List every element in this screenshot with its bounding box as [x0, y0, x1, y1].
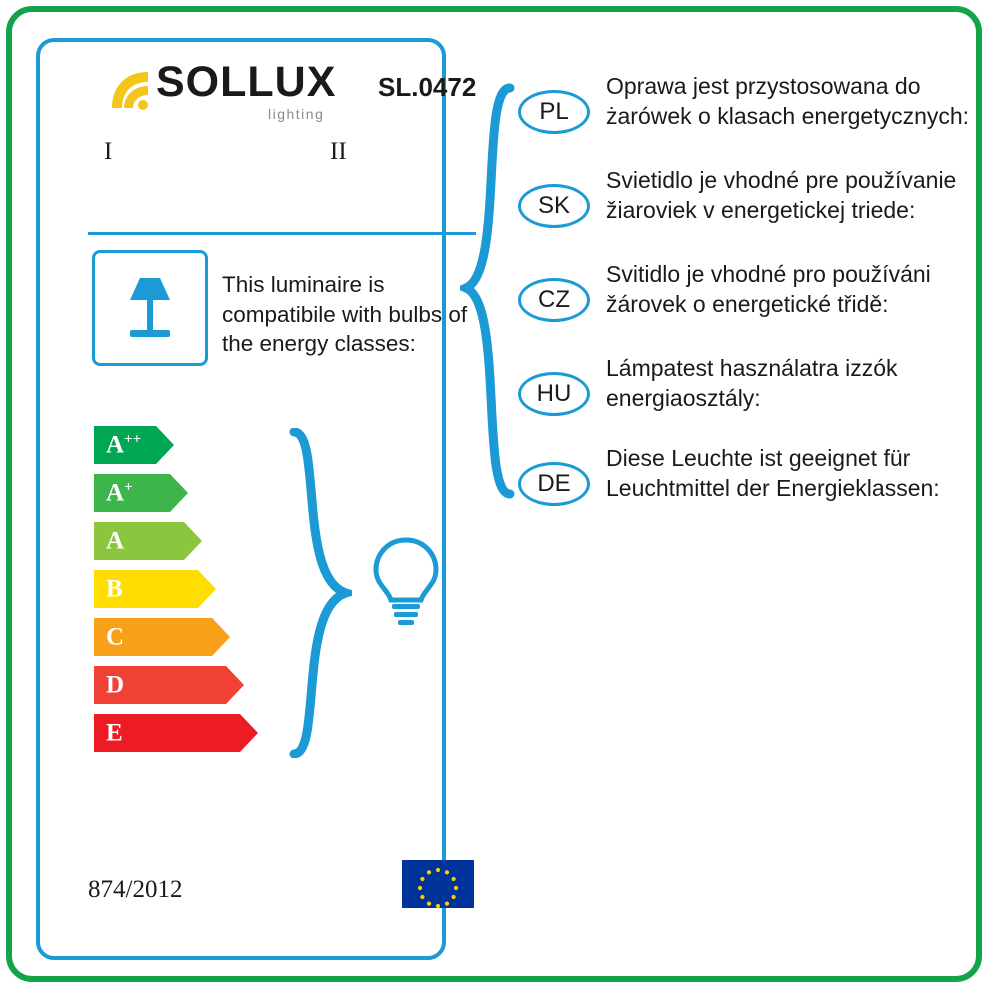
language-code-badge — [518, 278, 590, 322]
energy-class-row — [94, 666, 294, 704]
brand-row — [68, 50, 477, 146]
language-code-badge — [518, 90, 590, 134]
language-code: PL — [539, 98, 569, 125]
light-bulb-icon — [366, 534, 446, 630]
compatibility-text: This luminaire is compatibile with bulbs of the energy classes: — [222, 272, 468, 357]
energy-class-label: D — [106, 671, 125, 699]
divider — [88, 232, 476, 235]
language-code: SK — [537, 192, 570, 219]
energy-class-label: A+ — [106, 479, 133, 507]
eu-flag-icon — [402, 860, 474, 908]
language-code-badge — [518, 184, 590, 228]
language-code: DE — [537, 470, 571, 497]
language-code: CZ — [538, 286, 570, 313]
protection-class-i: I — [104, 138, 113, 165]
protection-class-ii: II — [330, 138, 347, 165]
energy-class-row — [94, 570, 294, 608]
brand-subtitle: lighting — [268, 106, 325, 122]
regulation-number: 874/2012 — [88, 876, 183, 903]
energy-class-label: A++ — [106, 431, 142, 459]
energy-class-label: A — [106, 527, 125, 555]
sollux-leaf-icon — [108, 68, 154, 112]
energy-class-row — [94, 714, 294, 752]
energy-class-list — [94, 426, 294, 762]
language-text: Diese Leuchte ist geeignet für Leuchtmittel der Energieklassen: — [606, 445, 940, 501]
language-panel — [460, 60, 980, 520]
table-lamp-icon — [114, 270, 186, 346]
energy-class-label: C — [106, 623, 125, 651]
language-code: HU — [536, 380, 572, 407]
inner-brace-icon — [288, 428, 352, 758]
language-code-badge — [518, 462, 590, 506]
language-text: Oprawa jest przystosowana do żarówek o klasach energetycznych: — [606, 73, 970, 129]
brand-name: SOLLUX — [156, 58, 337, 106]
language-text: Svitidlo je vhodné pro používáni žárovek o energetické třidě: — [606, 261, 931, 317]
model-code: SL.0472 — [378, 72, 477, 102]
energy-class-row — [94, 426, 294, 464]
energy-class-label: E — [106, 719, 123, 747]
energy-class-label: B — [106, 575, 123, 603]
label-card — [36, 38, 477, 960]
energy-class-row — [94, 618, 294, 656]
language-text: Lámpatest használatra izzók energiaosztály: — [606, 355, 898, 411]
outer-brace-icon — [460, 82, 516, 502]
language-code-badge — [518, 372, 590, 416]
energy-class-row — [94, 522, 294, 560]
lamp-icon-box — [92, 250, 208, 366]
energy-class-row — [94, 474, 294, 512]
language-text: Svietidlo je vhodné pre používanie žiaroviek v energetickej triede: — [606, 167, 957, 223]
